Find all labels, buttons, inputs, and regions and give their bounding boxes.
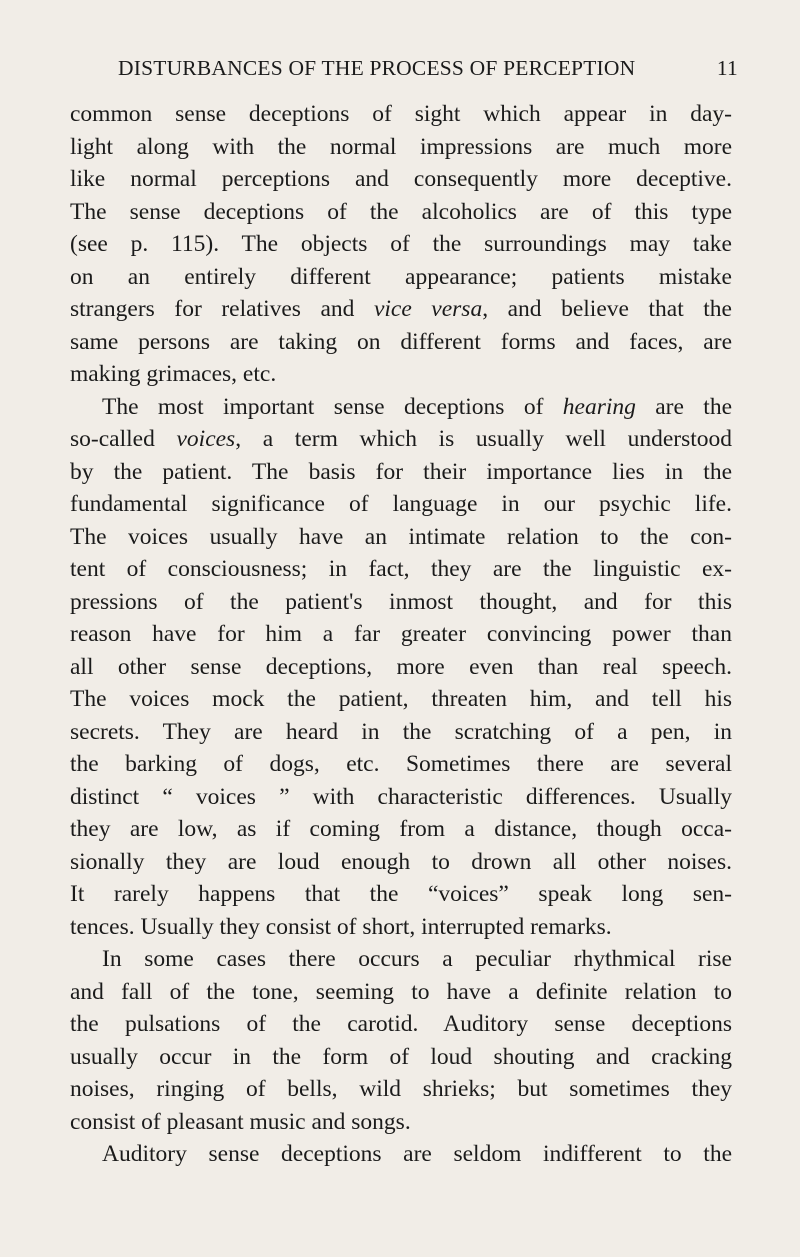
- text-line: Auditory sense deceptions are seldom indifferent to the: [102, 1141, 732, 1167]
- text-line: and fall of the tone, seeming to have a definite relation to: [70, 978, 732, 1005]
- text-line: they are low, as if coming from a distance, though occa-: [70, 816, 732, 842]
- text-line: on an entirely different appearance; patients mistake: [70, 263, 732, 290]
- text-line: light along with the normal impressions are much more: [70, 133, 732, 160]
- text-line: the pulsations of the carotid. Auditory sense deceptions: [70, 1011, 732, 1037]
- page-number: 11: [716, 56, 738, 80]
- italic-term: voices: [176, 426, 236, 452]
- text-line: usually occur in the form of loud shouting and cracking: [70, 1043, 732, 1070]
- body-text: [70, 98, 732, 1171]
- text-line: distinct “ voices ” with characteristic differences. Usually: [70, 783, 732, 810]
- text-line: consist of pleasant music and songs.: [70, 1108, 411, 1135]
- text-line: It rarely happens that the “voices” speak long sen-: [70, 881, 732, 907]
- text-line: by the patient. The basis for their importance lies in the: [70, 458, 732, 485]
- text-line: like normal perceptions and consequently more deceptive.: [70, 166, 732, 192]
- text-line: (see p. 115). The objects of the surroundings may take: [70, 231, 732, 257]
- text-line: The voices mock the patient, threaten him, and tell his: [70, 686, 732, 712]
- text-line: same persons are taking on different forms and faces, are: [70, 328, 732, 355]
- text-line: The most important sense deceptions of hearing are the: [102, 393, 732, 420]
- text-line: reason have for him a far greater convincing power than: [70, 621, 732, 647]
- running-title: DISTURBANCES OF THE PROCESS OF PERCEPTION: [118, 56, 636, 80]
- text-line: The voices usually have an intimate relation to the con-: [70, 523, 732, 550]
- italic-term: hearing: [562, 393, 636, 420]
- text-line: making grimaces, etc.: [70, 361, 277, 387]
- text-line: common sense deceptions of sight which appear in day-: [70, 101, 732, 127]
- italic-term: vice versa: [373, 296, 483, 322]
- text-line: sionally they are loud enough to drown all other noises.: [70, 848, 732, 875]
- running-head: [118, 56, 738, 81]
- text-line: so-called voices, a term which is usually well understood: [70, 426, 733, 452]
- text-line: all other sense deceptions, more even than real speech.: [70, 653, 732, 680]
- text-line: strangers for relatives and vice versa, and believe that the: [70, 296, 732, 322]
- text-line: tences. Usually they consist of short, interrupted remarks.: [70, 913, 612, 940]
- text-line: pressions of the patient's inmost thought, and for this: [70, 588, 732, 615]
- text-line: The sense deceptions of the alcoholics are of this type: [70, 198, 732, 225]
- text-line: the barking of dogs, etc. Sometimes there are several: [70, 751, 732, 777]
- text-line: tent of consciousness; in fact, they are the linguistic ex-: [70, 556, 732, 582]
- text-line: noises, ringing of bells, wild shrieks; but sometimes they: [70, 1076, 732, 1102]
- text-line: fundamental significance of language in our psychic life.: [70, 491, 732, 517]
- text-line: In some cases there occurs a peculiar rhythmical rise: [102, 946, 732, 972]
- text-line: secrets. They are heard in the scratching of a pen, in: [70, 718, 732, 745]
